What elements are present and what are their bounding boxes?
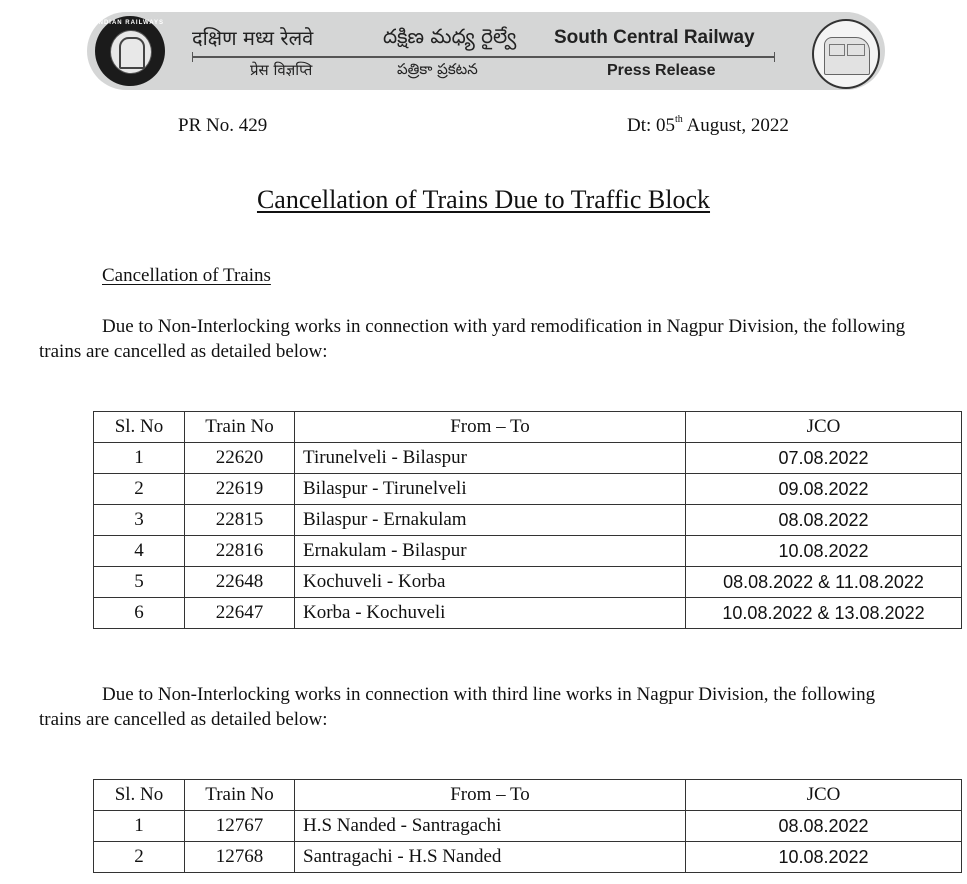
press-release-date (627, 115, 789, 137)
table-row (94, 811, 962, 842)
table-row (94, 567, 962, 598)
cell-sl-no: 1 (94, 443, 185, 474)
cell-jco: 10.08.2022 (686, 536, 962, 567)
page-title-text: Cancellation of Trains Due to Traffic Block (256, 185, 711, 214)
table-row (94, 443, 962, 474)
header-train-no: Train No (185, 780, 295, 811)
english-subtitle: Press Release (607, 62, 716, 79)
header-jco: JCO (686, 412, 962, 443)
cell-train-no: 22620 (185, 443, 295, 474)
table-header-row (94, 780, 962, 811)
table-row (94, 842, 962, 873)
cell-sl-no: 4 (94, 536, 185, 567)
locomotive-logo-icon (812, 19, 880, 89)
table-row (94, 474, 962, 505)
cell-train-no: 22647 (185, 598, 295, 629)
header-train-no: Train No (185, 412, 295, 443)
date-ordinal: th (675, 114, 683, 125)
hindi-subtitle: प्रेस विज्ञप्ति (250, 61, 313, 79)
cell-sl-no: 5 (94, 567, 185, 598)
cell-route: Bilaspur - Tirunelveli (295, 474, 686, 505)
cell-route: Korba - Kochuveli (295, 598, 686, 629)
cell-route: Bilaspur - Ernakulam (295, 505, 686, 536)
date-prefix: Dt: 05 (627, 115, 676, 136)
cancelled-trains-table-1 (93, 411, 962, 629)
table-row (94, 505, 962, 536)
cell-jco: 10.08.2022 (686, 842, 962, 873)
cell-train-no: 22816 (185, 536, 295, 567)
header-from-to: From – To (295, 780, 686, 811)
section-heading: Cancellation of Trains (102, 265, 271, 286)
cell-sl-no: 3 (94, 505, 185, 536)
english-title: South Central Railway (554, 27, 755, 48)
cell-sl-no: 2 (94, 474, 185, 505)
paragraph-2: Due to Non-Interlocking works in connection with third line works in Nagpur Division, the following trains are cancelled as detailed below: (39, 684, 876, 730)
header-divider-tick-right (774, 52, 775, 62)
header-divider (193, 56, 775, 58)
cell-route: H.S Nanded - Santragachi (295, 811, 686, 842)
cell-train-no: 12767 (185, 811, 295, 842)
cell-jco: 09.08.2022 (686, 474, 962, 505)
hindi-title: दक्षिण मध्य रेलवे (192, 26, 314, 50)
date-suffix: August, 2022 (682, 115, 789, 136)
table-row (94, 598, 962, 629)
cell-jco: 08.08.2022 & 11.08.2022 (686, 567, 962, 598)
header-sl-no: Sl. No (94, 780, 185, 811)
cell-route: Santragachi - H.S Nanded (295, 842, 686, 873)
cell-route: Tirunelveli - Bilaspur (295, 443, 686, 474)
table-header-row (94, 412, 962, 443)
cell-jco: 08.08.2022 (686, 505, 962, 536)
indian-railways-emblem-icon (95, 16, 165, 86)
telugu-subtitle: పత్రికా ప్రకటన (397, 60, 478, 78)
table-row (94, 536, 962, 567)
cell-sl-no: 2 (94, 842, 185, 873)
page-title (0, 185, 967, 215)
cell-route: Ernakulam - Bilaspur (295, 536, 686, 567)
cell-sl-no: 6 (94, 598, 185, 629)
cell-train-no: 22815 (185, 505, 295, 536)
cell-sl-no: 1 (94, 811, 185, 842)
header-from-to: From – To (295, 412, 686, 443)
header-divider-tick-left (192, 52, 193, 62)
paragraph-1: Due to Non-Interlocking works in connection with yard remodification in Nagpur Division, the following trains are cancelled as detailed below: (39, 316, 906, 362)
cell-train-no: 12768 (185, 842, 295, 873)
telugu-title: దక్షిణ మధ్య రైల్వే (383, 24, 517, 48)
emblem-text: INDIAN RAILWAYS (95, 20, 165, 26)
cell-jco: 07.08.2022 (686, 443, 962, 474)
header-jco: JCO (686, 780, 962, 811)
cell-jco: 10.08.2022 & 13.08.2022 (686, 598, 962, 629)
cell-route: Kochuveli - Korba (295, 567, 686, 598)
cancelled-trains-table-2 (93, 779, 962, 873)
cell-train-no: 22648 (185, 567, 295, 598)
header-sl-no: Sl. No (94, 412, 185, 443)
cell-train-no: 22619 (185, 474, 295, 505)
cell-jco: 08.08.2022 (686, 811, 962, 842)
press-release-number: PR No. 429 (178, 115, 268, 136)
